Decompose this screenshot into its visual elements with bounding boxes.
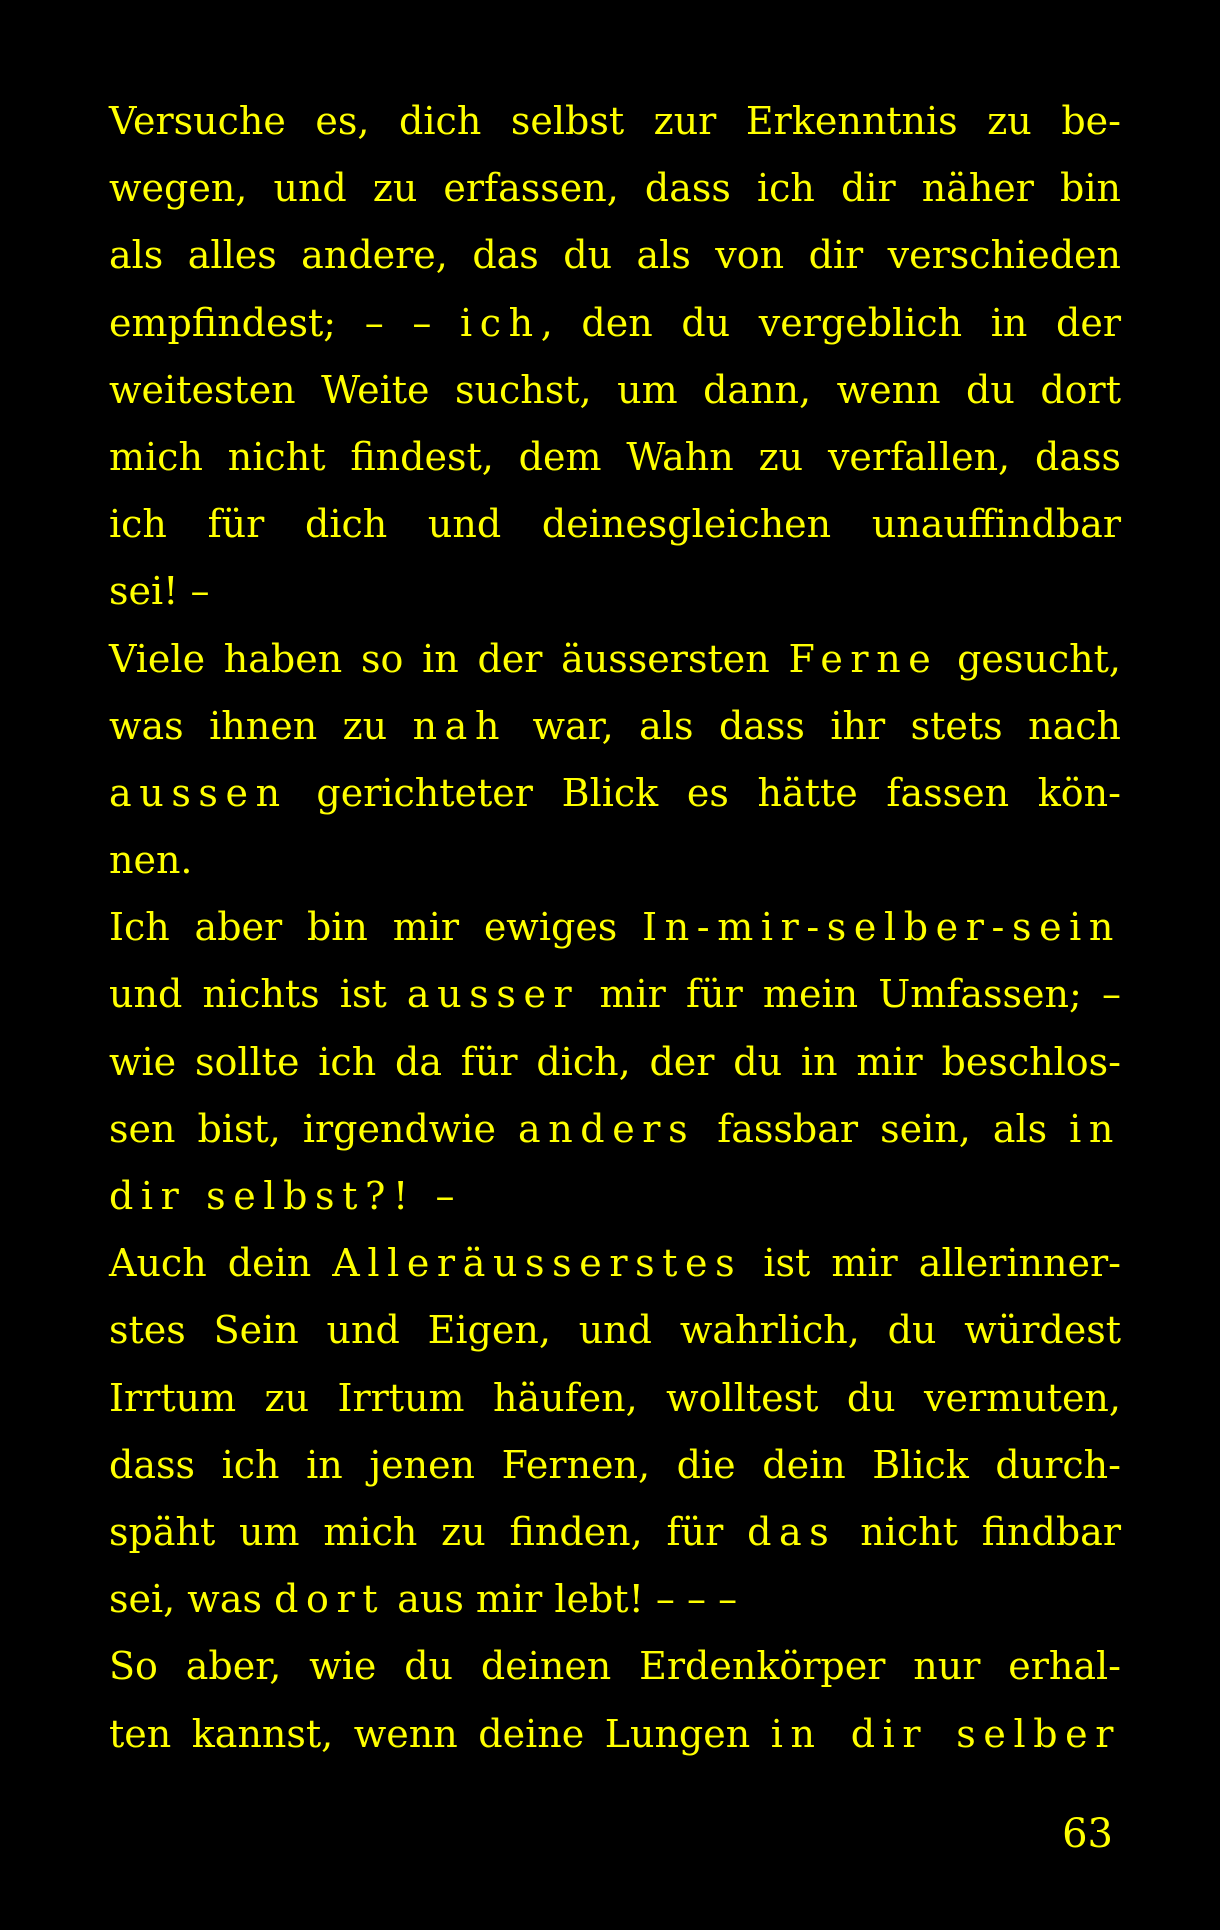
text-line: ich für dich und deinesgleichen unauffindbar <box>109 502 1121 547</box>
spaced-emphasis: in dir selber <box>770 1711 1121 1756</box>
spaced-emphasis: das <box>747 1509 837 1554</box>
text-line: was ihnen zu nah war, als dass ihr stets nach <box>109 703 1121 748</box>
text-line: wegen, und zu erfassen, dass ich dir näher bin <box>109 166 1121 211</box>
spaced-emphasis: ausser <box>406 972 580 1017</box>
text-line: Auch dein Alleräusserstes ist mir allerinner- <box>109 1241 1121 1286</box>
spaced-emphasis: Alleräusserstes <box>332 1241 743 1286</box>
spaced-emphasis: ich <box>459 300 541 345</box>
text-line: wie sollte ich da für dich, der du in mir beschlos- <box>109 1039 1121 1084</box>
spaced-emphasis: In-mir-selber-sein <box>642 905 1121 950</box>
text-line: dass ich in jenen Fernen, die dein Blick durch- <box>109 1442 1121 1487</box>
page-text <box>109 88 1121 1768</box>
text-line: nen. <box>109 838 193 883</box>
spaced-emphasis: in <box>1069 1106 1121 1151</box>
text-line: So aber, wie du deinen Erdenkörper nur erhal- <box>109 1644 1121 1689</box>
text-line: Irrtum zu Irrtum häufen, wolltest du vermuten, <box>109 1375 1121 1420</box>
text-line: späht um mich zu finden, für das nicht findbar <box>109 1509 1121 1554</box>
text-line: Viele haben so in der äussersten Ferne gesucht, <box>109 636 1121 681</box>
text-line: dir selbst?! – <box>109 1174 463 1218</box>
text-line: Ich aber bin mir ewiges In-mir-selber-sein <box>109 905 1121 950</box>
text-line: sei, was dort aus mir lebt! – – – <box>109 1577 738 1622</box>
text-line: mich nicht findest, dem Wahn zu verfallen, dass <box>109 434 1121 479</box>
spaced-emphasis: dir selbst <box>109 1174 365 1218</box>
text-line: ten kannst, wenn deine Lungen in dir selber <box>109 1711 1121 1756</box>
page-number: 63 <box>1062 1811 1113 1857</box>
text-line: weitesten Weite suchst, um dann, wenn du dort <box>109 367 1121 412</box>
spaced-emphasis: anders <box>517 1106 696 1151</box>
spaced-emphasis: nah <box>412 703 508 748</box>
text-line: Versuche es, dich selbst zur Erkenntnis zu be- <box>109 99 1121 143</box>
text-line: sei! – <box>109 569 210 614</box>
spaced-emphasis: aussen <box>109 770 288 815</box>
spaced-emphasis: Ferne <box>788 636 939 681</box>
text-line: empfindest; – – ich, den du vergeblich in der <box>109 300 1121 345</box>
text-line: und nichts ist ausser mir für mein Umfassen; – <box>109 972 1121 1017</box>
text-line: sen bist, irgendwie anders fassbar sein, als in <box>109 1106 1121 1151</box>
text-line: aussen gerichteter Blick es hätte fassen kön- <box>109 770 1121 815</box>
text-line: als alles andere, das du als von dir verschieden <box>109 233 1121 278</box>
text-line: stes Sein und Eigen, und wahrlich, du würdest <box>109 1308 1121 1353</box>
spaced-emphasis: dort <box>274 1577 386 1622</box>
